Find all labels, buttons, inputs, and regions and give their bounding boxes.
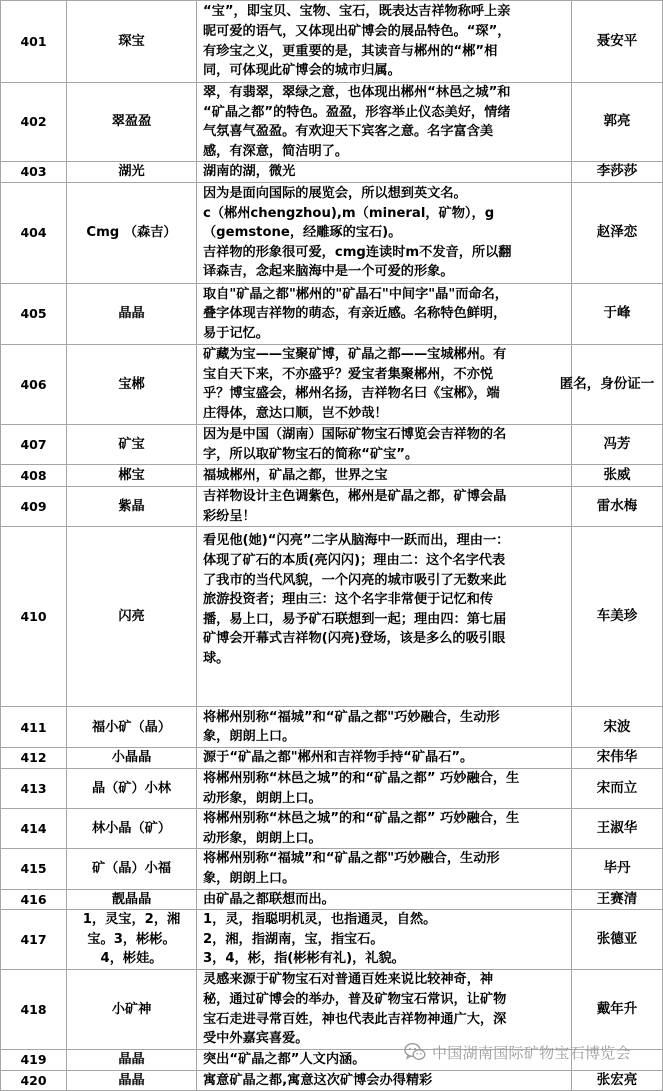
entry-author: 王赛清 [572, 889, 663, 910]
entry-name-line: 晶晶 [118, 306, 145, 322]
entry-description-line: （gemstone，经雕琢的宝石)。 [203, 225, 402, 241]
entry-description-line: 1，灵，指聪明机灵，也指通灵，自然。 [203, 912, 437, 928]
entry-number: 406 [1, 344, 67, 424]
entry-description-line: 气氛喜气盈盈。有欢迎天下宾客之意。名字富含美 [203, 124, 494, 140]
entry-author: 王淑华 [572, 809, 663, 849]
table-row [1, 182, 663, 283]
entry-description-line: “矿晶之都”的特色。盈盈，形容举止仪态美好，情绪 [203, 104, 511, 120]
entry-name-line: 矿宝 [118, 436, 145, 452]
entry-name [67, 465, 197, 487]
entry-number: 417 [1, 910, 67, 970]
entry-name-line: 小矿神 [111, 1001, 152, 1017]
entry-name-line: 靓晶晶 [111, 891, 152, 907]
entry-description-line: 灵感来源于矿物宝石对普通百姓来说比较神奇，神 [203, 972, 494, 988]
table-row [1, 768, 663, 808]
entry-description-line: “宝”，即宝贝、宝物、宝石，既表达吉祥物称呼上亲 [203, 4, 511, 20]
entry-description-line: 动形象，朗朗上口。 [203, 830, 322, 846]
entry-description-line: 旅游投资者；理由三：这个名字非常便于记忆和传 [203, 592, 494, 608]
entry-description-line: 字，所以取矿物宝石的简称“矿宝”。 [203, 446, 419, 462]
entry-author-text: 匿名，身份证一 [559, 375, 655, 392]
entry-name [67, 1050, 197, 1071]
entry-name-line: 福小矿（晶） [91, 719, 172, 735]
entry-number: 404 [1, 182, 67, 283]
entry-author: 李莎莎 [572, 162, 663, 183]
entry-name [67, 162, 197, 183]
entry-description-line: 福城郴州，矿晶之都，世界之宝 [203, 467, 388, 483]
entry-name-line: 矿（晶）小福 [91, 861, 172, 877]
entry-description [197, 1, 572, 83]
entry-name-line: 琛宝 [118, 33, 145, 49]
entry-description-line: 将郴州别称“福城”和“矿晶之都"巧妙融合，生动形 [203, 851, 500, 867]
entry-name-line: 林小晶（矿） [91, 820, 172, 836]
entry-description-line: 庄得体，意达口顺，岂不妙哉！ [203, 406, 388, 422]
entry-description-line: 吉祥物设计主色调紫色，郴州是矿晶之都，矿博会晶 [203, 489, 507, 505]
entry-author: 毕丹 [572, 849, 663, 889]
entry-description [197, 424, 572, 464]
entry-name-line: 晶晶 [118, 1072, 145, 1088]
entry-name [67, 424, 197, 464]
entry-name-line: 4，彬娃。 [100, 951, 163, 967]
entry-description [197, 162, 572, 183]
entry-description-line: 湖南的湖，微光 [203, 164, 296, 180]
table-row [1, 344, 663, 424]
wechat-icon [404, 1042, 426, 1062]
entry-description [197, 748, 572, 769]
entry-name [67, 849, 197, 889]
entry-description-line: 播，易上口，易予矿石联想到一起；理由四：第七届 [203, 611, 507, 627]
table-row [1, 748, 663, 769]
entry-name-line: 晶（矿）小林 [91, 780, 172, 796]
entry-description-line: 叠字体现吉祥物的萌态，有亲近感。名称特色鲜明， [203, 306, 507, 322]
entry-author: 宋而立 [572, 768, 663, 808]
entry-number: 418 [1, 970, 67, 1050]
entry-description-line: 象，朗朗上口。 [203, 870, 296, 886]
entry-number: 412 [1, 748, 67, 769]
table-row [1, 465, 663, 487]
entry-name-line: 翠盈盈 [111, 114, 152, 130]
entry-number: 409 [1, 487, 67, 527]
entry-description-line: 突出“矿晶之都”人文内涵。 [203, 1052, 366, 1068]
entry-description-line: 易于记忆。 [203, 325, 269, 341]
entry-name-line: Cmg （森吉） [86, 225, 177, 241]
entry-description-line: 将郴州别称“林邑之城”的和“矿晶之都” 巧妙融合，生 [203, 811, 520, 827]
entry-number: 414 [1, 809, 67, 849]
entry-description-line: 寓意矿晶之都,寓意这次矿博会办得精彩 [203, 1072, 433, 1088]
table-row [1, 83, 663, 162]
entry-description-line: 感，有深意，简洁明了。 [203, 143, 349, 159]
table-row [1, 1070, 663, 1091]
entry-description-line: 昵可爱的语气，又体现出矿博会的展品特色。“琛”， [203, 23, 511, 39]
entry-description-line: 宝自天下来，不亦盛乎？爱宝者集聚郴州，不亦悦 [203, 366, 494, 382]
table-row [1, 424, 663, 464]
table-row [1, 1, 663, 83]
entry-name [67, 970, 197, 1050]
entry-author: 郭亮 [572, 83, 663, 162]
entry-name [67, 910, 197, 970]
entry-number: 419 [1, 1050, 67, 1071]
entry-description-line: 因为是面向国际的展览会，所以想到英文名。 [203, 185, 467, 201]
entry-number: 416 [1, 889, 67, 910]
table-row [1, 849, 663, 889]
entry-description [197, 283, 572, 344]
entry-number: 420 [1, 1070, 67, 1091]
entry-author: 冯芳 [572, 424, 663, 464]
entry-name [67, 809, 197, 849]
entry-name [67, 344, 197, 424]
entry-number: 411 [1, 707, 67, 748]
entry-description [197, 83, 572, 162]
entry-number: 405 [1, 283, 67, 344]
entry-description [197, 487, 572, 527]
table-row [1, 283, 663, 344]
entry-name-line: 紫晶 [118, 498, 145, 514]
entry-author: 聂安平 [572, 1, 663, 83]
entry-description [197, 849, 572, 889]
entry-description-line: c（郴州chengzhou),m（mineral，矿物），g [203, 205, 495, 221]
entry-number: 407 [1, 424, 67, 464]
table-row [1, 487, 663, 527]
entry-description [197, 768, 572, 808]
entry-author: 赵泽恋 [572, 182, 663, 283]
watermark-text: 中国湖南国际矿物宝石博览会 [432, 1043, 631, 1062]
table-row [1, 910, 663, 970]
entry-description-line: 动形象，朗朗上口。 [203, 790, 322, 806]
entry-author: 宋波 [572, 707, 663, 748]
entry-name [67, 707, 197, 748]
entry-description [197, 910, 572, 970]
entry-name [67, 182, 197, 283]
entry-description-line: 译森吉，念起来脑海中是一个可爱的形象。 [203, 264, 454, 280]
entry-name-line: 郴宝 [118, 467, 145, 483]
entry-number: 415 [1, 849, 67, 889]
entry-description-line: 因为是中国（湖南）国际矿物宝石博览会吉祥物的名 [203, 426, 507, 442]
entry-description-line: 取自"矿晶之都"郴州的"矿晶石"中间字"晶"而命名， [203, 286, 508, 302]
entry-author: 于峰 [572, 283, 663, 344]
entry-description [197, 970, 572, 1050]
entry-description-line: 矿博会开幕式吉祥物(闪亮)登场，该是多么的吸引眼 [203, 631, 506, 647]
entry-description-line: 同，可体现此矿博会的城市归属。 [203, 63, 401, 79]
entry-description [197, 809, 572, 849]
entry-name [67, 487, 197, 527]
entry-description-line: 球。 [203, 650, 230, 666]
entry-name [67, 768, 197, 808]
entry-author: 张德亚 [572, 910, 663, 970]
entry-name [67, 1070, 197, 1091]
entry-author [559, 344, 663, 424]
entry-description-line: 将郴州别称“林邑之城”的和“矿晶之都” 巧妙融合，生 [203, 770, 520, 786]
entry-name [67, 527, 197, 707]
entry-number: 401 [1, 1, 67, 83]
table-row [1, 527, 663, 707]
entry-name-line: 闪亮 [118, 609, 145, 625]
entry-description-line: 体现了矿石的本质(亮闪闪)；理由二：这个名字代表 [203, 552, 506, 568]
entry-name-line: 晶晶 [118, 1052, 145, 1068]
entry-description-line: 由矿晶之都联想而出。 [203, 891, 335, 907]
entry-description [197, 344, 572, 424]
entry-name [67, 1, 197, 83]
entry-description-line: 有珍宝之义，更重要的是，其读音与郴州的“郴”相 [203, 43, 498, 59]
entry-name-line: 宝郴 [118, 376, 145, 392]
table-row [1, 162, 663, 183]
entry-description-line: 源于“矿晶之都"郴州和吉祥物手持“矿晶石”。 [203, 750, 474, 766]
entry-number: 408 [1, 465, 67, 487]
entry-description [197, 182, 572, 283]
entry-description-line: 翠，有翡翠，翠绿之意，也体现出郴州“林邑之城”和 [203, 85, 511, 100]
entry-description-line: 彩纷呈！ [203, 508, 256, 524]
entry-number: 403 [1, 162, 67, 183]
table-row [1, 970, 663, 1050]
entry-author: 张宏亮 [572, 1070, 663, 1091]
table-row [1, 889, 663, 910]
entry-description-line: 宝石走进寻常百姓，神也代表此吉祥物神通广大，深 [203, 1011, 507, 1027]
entry-name-line: 宝。3，彬彬。 [87, 931, 176, 947]
entry-description-line: 3，4，彬，指(彬彬有礼)，礼貌。 [203, 951, 405, 967]
entry-author: 宋伟华 [572, 748, 663, 769]
entry-description-line: 看见他(她)“闪亮”二字从脑海中一跃而出，理由一： [203, 533, 510, 549]
entry-name-line: 湖光 [118, 164, 145, 180]
entry-description [197, 527, 572, 707]
entry-name [67, 283, 197, 344]
table-row [1, 707, 663, 748]
entry-description-line: 乎？博宝盛会，郴州名扬，吉祥物名曰《宝郴》，端 [203, 386, 500, 402]
entry-author: 戴年升 [572, 970, 663, 1050]
entry-number: 402 [1, 83, 67, 162]
entry-number: 413 [1, 768, 67, 808]
entry-description-line: 2，湘，指湖南，宝，指宝石。 [203, 931, 384, 947]
entry-description [197, 889, 572, 910]
entry-description-line: 象，朗朗上口。 [203, 729, 296, 745]
entry-author: 车美珍 [572, 527, 663, 707]
entry-author: 张威 [572, 465, 663, 487]
entry-number: 410 [1, 527, 67, 707]
entry-name-line: 1，灵宝，2，湘 [82, 912, 181, 928]
entry-description-line: 吉祥物的形象很可爱，cmg连读时m不发音，所以翻 [203, 244, 512, 260]
entry-description-line: 受中外嘉宾喜爱。 [203, 1031, 309, 1047]
entry-description-line: 将郴州别称“福城”和“矿晶之都"巧妙融合，生动形 [203, 709, 500, 725]
entry-description [197, 707, 572, 748]
entry-description-line: 秘，通过矿博会的举办，普及矿物宝石常识，让矿物 [203, 992, 507, 1007]
entry-description-line: 矿藏为宝——宝聚矿博，矿晶之都——宝城郴州。有 [203, 347, 507, 363]
entry-name [67, 748, 197, 769]
table-row [1, 809, 663, 849]
entry-description [197, 465, 572, 487]
entry-name [67, 889, 197, 910]
entry-name [67, 83, 197, 162]
entry-author: 雷水梅 [572, 487, 663, 527]
entry-name-line: 小晶晶 [111, 750, 152, 766]
watermark [404, 1040, 662, 1064]
entry-description-line: 了我市的当代风貌，一个闪亮的城市吸引了无数来此 [203, 572, 507, 588]
entry-description [197, 1070, 572, 1091]
